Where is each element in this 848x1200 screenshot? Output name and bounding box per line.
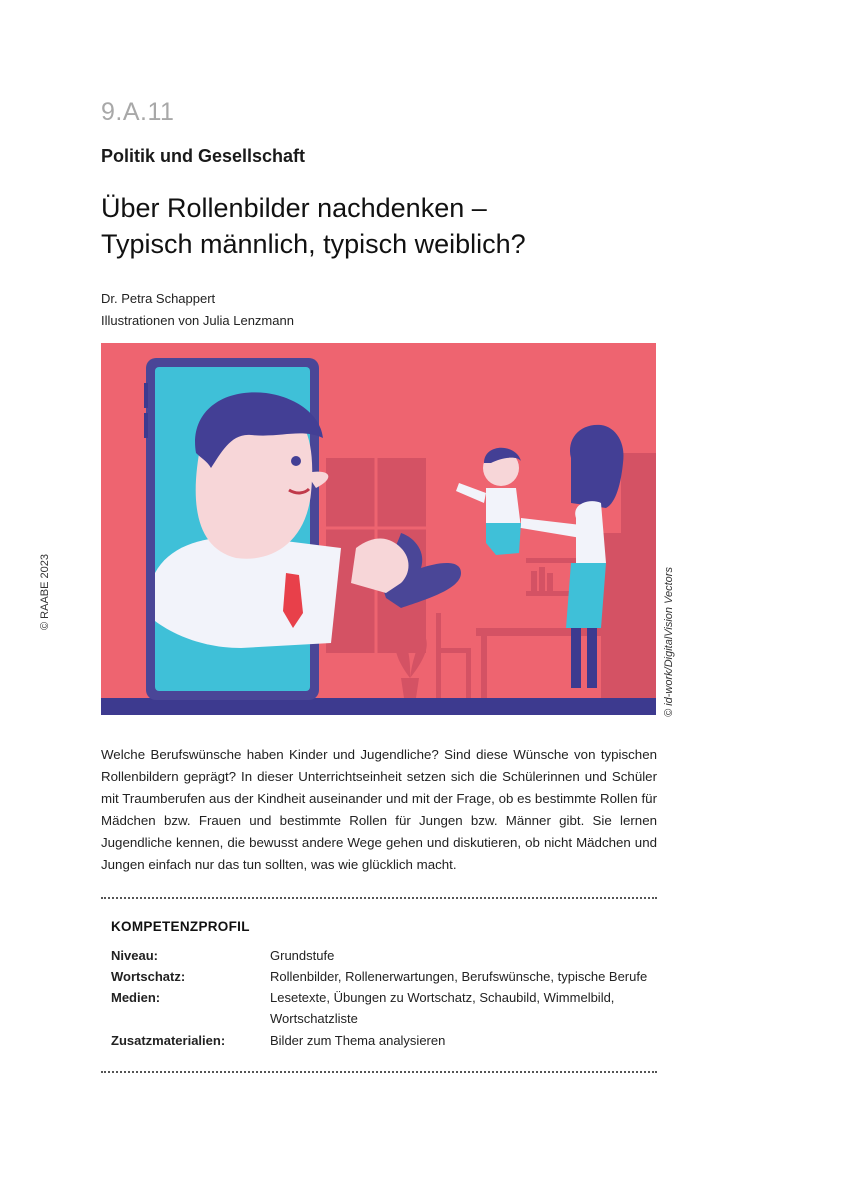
divider-top	[101, 897, 657, 899]
row-label: Medien:	[111, 990, 161, 1005]
intro-paragraph: Welche Berufswünsche haben Kinder und Jugendliche? Sind diese Wünsche von typischen Rollenbildern geprägt? In dieser Unterrichtseinheit setzen sich die Schülerinnen und Schüler mit Traumberufen aus der Kindheit auseinander und mit der Frage, ob es bestimmte Rollen für Mädchen bzw. Frauen und bestimmte Rollen für Jungen bzw. Männer gibt. Sie lernen Jugendliche kennen, die bewusst andere Wege gehen und diskutieren, ob nicht Mädchen und Jungen einfach nur das tun sollten, was wie glücklich macht.	[101, 747, 657, 872]
copyright-note: © RAABE 2023	[39, 554, 51, 630]
subject-heading: Politik und Gesellschaft	[101, 146, 306, 166]
row-label: Niveau:	[111, 948, 158, 963]
row-value: Lesetexte, Übungen zu Wortschatz, Schaubild, Wimmelbild, Wortschatzliste	[270, 990, 615, 1026]
author-name: Dr. Petra Schappert	[101, 291, 216, 306]
illustrator-credit: Illustrationen von Julia Lenzmann	[101, 313, 294, 328]
row-value: Bilder zum Thema analysieren	[270, 1033, 446, 1048]
title-line-2: Typisch männlich, typisch weiblich?	[101, 229, 526, 259]
author-block	[101, 288, 294, 332]
unit-code: 9.A.11	[101, 98, 175, 126]
row-value: Grundstufe	[270, 948, 335, 963]
title-line-1: Über Rollenbilder nachdenken –	[101, 193, 487, 223]
competence-heading: KOMPETENZPROFIL	[111, 919, 250, 934]
row-label: Zusatzmaterialien:	[111, 1033, 226, 1048]
cover-illustration	[101, 343, 656, 715]
row-value: Rollenbilder, Rollenerwartungen, Berufswünsche, typische Berufe	[270, 969, 648, 984]
row-label: Wortschatz:	[111, 969, 186, 984]
divider-bottom	[101, 1071, 657, 1073]
floor	[101, 698, 656, 715]
page-title	[101, 190, 526, 262]
image-credit: © id-work/DigitalVision Vectors	[663, 567, 675, 717]
